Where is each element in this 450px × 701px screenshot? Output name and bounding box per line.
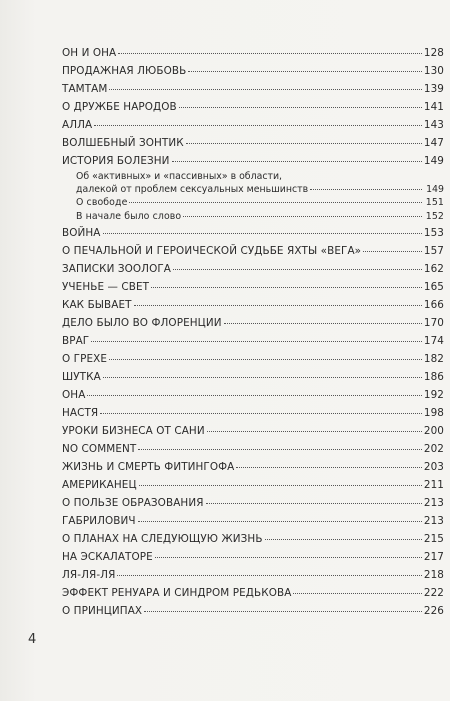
dot-leader: [103, 376, 422, 378]
toc-subentry: [62, 210, 444, 224]
toc-entry-title: О ПОЛЬЗЕ ОБРАЗОВАНИЯ: [62, 497, 204, 509]
toc-entry-title: НА ЭСКАЛАТОРЕ: [62, 551, 153, 563]
toc-entry: [62, 584, 444, 602]
toc-entry: [62, 314, 444, 332]
toc-entry-page: 128: [423, 47, 444, 59]
toc-entry-title: ВОЙНА: [62, 227, 101, 239]
toc-entry: [62, 386, 444, 404]
toc-entry: [62, 476, 444, 494]
toc-entry: [62, 224, 444, 242]
toc-entry-page: 130: [423, 65, 444, 77]
toc-entry-page: 149: [423, 155, 444, 167]
toc-entry-page: 203: [423, 461, 444, 473]
dot-leader: [134, 304, 422, 306]
toc-entry-page: 182: [423, 353, 444, 365]
dot-leader: [94, 124, 422, 126]
page-number: 4: [28, 632, 37, 647]
dot-leader: [206, 502, 422, 504]
toc-entry: [62, 260, 444, 278]
toc-entry: [62, 242, 444, 260]
toc-entry-title: NO COMMENT: [62, 443, 137, 455]
toc-entry-title: УРОКИ БИЗНЕСА ОТ САНИ: [62, 425, 205, 437]
toc-entry-title: ЖИЗНЬ И СМЕРТЬ ФИТИНГОФА: [62, 461, 235, 473]
toc-entry-title: УЧЕНЬЕ — СВЕТ: [62, 281, 150, 293]
dot-leader: [87, 394, 421, 396]
dot-leader: [100, 412, 422, 414]
toc-entry-page: 165: [423, 281, 444, 293]
toc-entry: [62, 566, 444, 584]
dot-leader: [155, 556, 422, 558]
toc-entry: [62, 368, 444, 386]
toc-entry: [62, 80, 444, 98]
toc-entry-title: АЛЛА: [62, 119, 93, 131]
toc-subentry: [62, 170, 444, 196]
toc-subentry: [62, 196, 444, 210]
toc-entry-title: ЗАПИСКИ ЗООЛОГА: [62, 263, 172, 275]
toc-entry-page: 211: [423, 479, 444, 491]
dot-leader: [129, 201, 422, 203]
dot-leader: [183, 215, 422, 217]
toc-entry: [62, 116, 444, 134]
toc-entry-page: 166: [423, 299, 444, 311]
dot-leader: [103, 232, 422, 234]
toc-entry-title: ОН И ОНА: [62, 47, 117, 59]
toc-entry-title: далекой от проблем сексуальных меньшинств: [76, 184, 309, 195]
toc-entry: [62, 422, 444, 440]
dot-leader: [138, 520, 422, 522]
toc-entry-title: ГАБРИЛОВИЧ: [62, 515, 136, 527]
dot-leader: [179, 106, 422, 108]
dot-leader: [91, 340, 422, 342]
toc-entry-title: В начале было слово: [76, 211, 182, 222]
toc-entry-page: 213: [423, 497, 444, 509]
toc-entry-title: ИСТОРИЯ БОЛЕЗНИ: [62, 155, 170, 167]
toc-entry-title: О ПРИНЦИПАХ: [62, 605, 143, 617]
toc-entry-page: 170: [423, 317, 444, 329]
toc-entry-title: ТАМТАМ: [62, 83, 108, 95]
table-of-contents: [62, 44, 444, 620]
toc-entry: [62, 152, 444, 170]
toc-entry-title: О свободе: [76, 197, 128, 208]
dot-leader: [188, 70, 422, 72]
dot-leader: [224, 322, 422, 324]
toc-entry: [62, 440, 444, 458]
toc-entry: [62, 494, 444, 512]
toc-entry-title: ПРОДАЖНАЯ ЛЮБОВЬ: [62, 65, 187, 77]
toc-entry-page: 157: [423, 245, 444, 257]
dot-leader: [151, 286, 422, 288]
toc-entry-page: 200: [423, 425, 444, 437]
toc-entry-title: ЛЯ-ЛЯ-ЛЯ: [62, 569, 116, 581]
toc-entry-page: 139: [423, 83, 444, 95]
toc-entry-title: АМЕРИКАНЕЦ: [62, 479, 137, 491]
toc-entry-title: КАК БЫВАЕТ: [62, 299, 132, 311]
toc-entry-page: 141: [423, 101, 444, 113]
toc-entry-page: 198: [423, 407, 444, 419]
toc-entry-title: О ПЛАНАХ НА СЛЕДУЮЩУЮ ЖИЗНЬ: [62, 533, 263, 545]
toc-entry-page: 215: [423, 533, 444, 545]
toc-entry-page: 222: [423, 587, 444, 599]
toc-entry-page: 213: [423, 515, 444, 527]
toc-entry-page: 192: [423, 389, 444, 401]
dot-leader: [310, 188, 422, 190]
dot-leader: [139, 484, 422, 486]
toc-entry-page: 152: [425, 211, 444, 222]
toc-entry: [62, 332, 444, 350]
toc-entry-title: ДЕЛО БЫЛО ВО ФЛОРЕНЦИИ: [62, 317, 222, 329]
dot-leader: [236, 466, 421, 468]
toc-entry-page: 202: [423, 443, 444, 455]
toc-entry-title: ВРАГ: [62, 335, 90, 347]
toc-entry-page: 186: [423, 371, 444, 383]
dot-leader: [117, 574, 421, 576]
toc-entry: [62, 458, 444, 476]
toc-entry: [62, 350, 444, 368]
toc-entry-page: 147: [423, 137, 444, 149]
toc-entry: [62, 134, 444, 152]
toc-entry: [62, 512, 444, 530]
toc-entry-page: 151: [425, 197, 444, 208]
toc-entry: [62, 62, 444, 80]
dot-leader: [109, 358, 422, 360]
dot-leader: [293, 592, 421, 594]
toc-entry: [62, 98, 444, 116]
dot-leader: [138, 448, 422, 450]
toc-entry-page: 174: [423, 335, 444, 347]
toc-entry-page: 217: [423, 551, 444, 563]
toc-entry-page: 226: [423, 605, 444, 617]
dot-leader: [207, 430, 422, 432]
toc-entry-page: 149: [426, 184, 444, 195]
toc-entry-title: О ПЕЧАЛЬНОЙ И ГЕРОИЧЕСКОЙ СУДЬБЕ ЯХТЫ «ВЕГА»: [62, 245, 362, 257]
toc-entry: [62, 530, 444, 548]
toc-entry-page: 162: [423, 263, 444, 275]
toc-entry-page: 143: [423, 119, 444, 131]
toc-entry: [62, 548, 444, 566]
toc-entry-title: О ГРЕХЕ: [62, 353, 108, 365]
dot-leader: [186, 142, 422, 144]
toc-entry-title: Об «активных» и «пассивных» в области,: [76, 171, 283, 182]
toc-entry-page: 153: [423, 227, 444, 239]
dot-leader: [173, 268, 422, 270]
toc-entry: [62, 44, 444, 62]
dot-leader: [265, 538, 422, 540]
toc-entry-title: ШУТКА: [62, 371, 101, 383]
toc-entry-title: НАСТЯ: [62, 407, 99, 419]
dot-leader: [363, 250, 422, 252]
toc-entry-page: 218: [423, 569, 444, 581]
toc-entry-title: ОНА: [62, 389, 86, 401]
toc-entry: [62, 404, 444, 422]
toc-entry-title: ЭФФЕКТ РЕНУАРА И СИНДРОМ РЕДЬКОВА: [62, 587, 292, 599]
toc-entry-title: ВОЛШЕБНЫЙ ЗОНТИК: [62, 137, 184, 149]
dot-leader: [118, 52, 422, 54]
dot-leader: [144, 610, 422, 612]
toc-entry: [62, 296, 444, 314]
dot-leader: [109, 88, 421, 90]
toc-entry: [62, 278, 444, 296]
toc-entry: [62, 602, 444, 620]
toc-entry-title: О ДРУЖБЕ НАРОДОВ: [62, 101, 177, 113]
dot-leader: [172, 160, 422, 162]
